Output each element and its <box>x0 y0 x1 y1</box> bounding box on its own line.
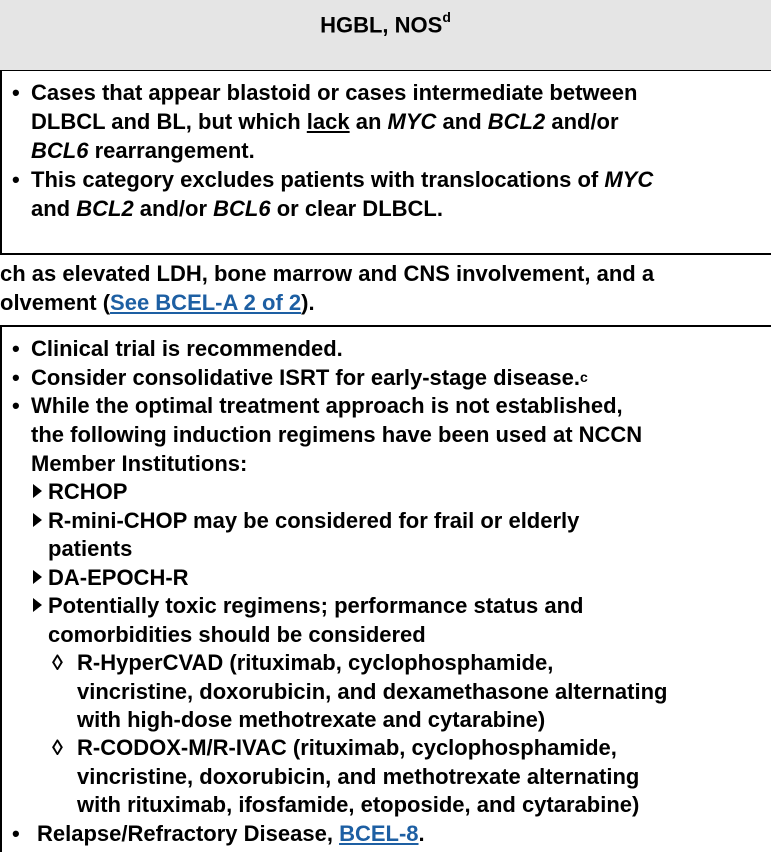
hgbl-line-2: DLBCL and BL, but which lack an MYC and BCL2 and/or <box>31 109 619 134</box>
rmini-line-1: R-mini-CHOP may be considered for frail or elderly <box>48 508 580 533</box>
header-title: HGBL, NOS$^d$ <box>320 9 451 38</box>
bullet-glyph: • <box>12 167 20 192</box>
diamond-icon: ◊ <box>52 735 63 760</box>
left-border-top <box>0 71 2 254</box>
bullet-glyph: • <box>12 80 20 105</box>
arrow-right-icon <box>33 513 42 527</box>
relapse-text: Relapse/Refractory Disease, BCEL-8. <box>37 821 425 846</box>
bullet-glyph: • <box>12 393 20 418</box>
divider-top <box>0 253 771 255</box>
middle-line-1: ch as elevated LDH, bone marrow and CNS involvement, and a <box>0 261 655 286</box>
hgbl-line-3: BCL6 rearrangement. <box>31 138 255 163</box>
optimal-line-1: While the optimal treatment approach is not established, <box>31 393 623 418</box>
optimal-line-2: the following induction regimens have been used at NCCN <box>31 422 643 447</box>
codox-line-1: R-CODOX-M/R-IVAC (rituximab, cyclophosphamide, <box>77 735 617 760</box>
bullet-glyph: • <box>12 336 20 361</box>
rmini-line-2: patients <box>48 536 133 561</box>
optimal-line-3: Member Institutions: <box>31 451 248 476</box>
codox-line-3: with rituximab, ifosfamide, etoposide, and cytarabine) <box>77 792 640 817</box>
rchop-text: RCHOP <box>48 479 128 504</box>
toxic-line-2: comorbidities should be considered <box>48 622 426 647</box>
diamond-icon: ◊ <box>52 650 63 675</box>
daepoch-text: DA-EPOCH-R <box>48 565 189 590</box>
middle-line-2: olvement (See BCEL-A 2 of 2). <box>0 290 315 315</box>
hypercvad-line-2: vincristine, doxorubicin, and dexamethasone alternating <box>77 679 668 704</box>
bcel-8-link[interactable]: BCEL-8 <box>339 821 419 846</box>
toxic-line-1: Potentially toxic regimens; performance status and <box>48 593 584 618</box>
codox-line-2: vincristine, doxorubicin, and methotrexate alternating <box>77 764 640 789</box>
footnote-d: d <box>442 9 451 25</box>
divider-bottom <box>0 325 771 327</box>
hgbl-line-5: and BCL2 and/or BCL6 or clear DLBCL. <box>31 196 443 221</box>
table-header <box>0 0 771 71</box>
arrow-right-icon <box>33 484 42 498</box>
isrt-text: Consider consolidative ISRT for early-stage disease.$^c$ <box>31 365 588 390</box>
hypercvad-line-3: with high-dose methotrexate and cytarabine) <box>77 707 546 732</box>
left-border-bottom <box>0 325 2 852</box>
see-bcel-a-link[interactable]: See BCEL-A 2 of 2 <box>110 290 302 315</box>
bullet-glyph: • <box>12 821 20 846</box>
clinical-trial-text: Clinical trial is recommended. <box>31 336 343 361</box>
hypercvad-line-1: R-HyperCVAD (rituximab, cyclophosphamide, <box>77 650 554 675</box>
hgbl-line-4: This category excludes patients with translocations of MYC <box>31 167 654 192</box>
hgbl-line-1: Cases that appear blastoid or cases intermediate between <box>31 80 638 105</box>
arrow-right-icon <box>33 570 42 584</box>
footnote-c: c <box>579 369 588 385</box>
bullet-glyph: • <box>12 365 20 390</box>
arrow-right-icon <box>33 598 42 612</box>
